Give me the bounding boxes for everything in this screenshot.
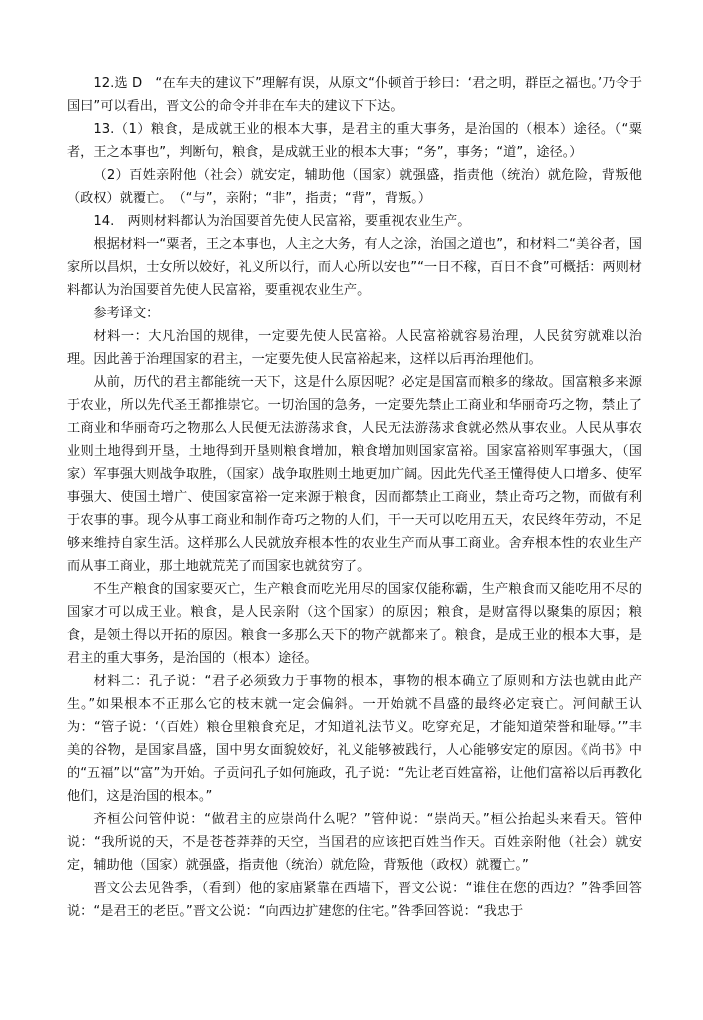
answer-14-paragraph: 14. 两则材料都认为治国要首先使人民富裕，要重视农业生产。	[93, 214, 471, 229]
translation-material-2-paragraph: 材料二：孔子说：“君子必须致力于事物的根本，事物的根本确立了原则和方法也就由此产生。”如果根本不正那么它的枝末就一定会偏斜。一开始就不昌盛的最终必定衰亡。河间献王认为：“管子说：‘（百姓）粮仓里粮食充足，才知道礼法节义。吃穿充足，才能知道荣誉和耻辱。’”丰美的谷物，是国家昌盛，国中男女面貌姣好，礼义能够被践行，人心能够安定的原因。《尚书》中的“五福”以“富”为开始。子贡问孔子如何施政，孔子说：“先让老百姓富裕，让他们富裕以后再教化他们，这是治国的根本。”	[67, 674, 642, 804]
translation-grain-paragraph: 不生产粮食的国家要灭亡，生产粮食而吃光用尽的国家仅能称霸，生产粮食而又能吃用不尽的国家才可以成王业。粮食，是人民亲附（这个国家）的原因；粮食，是财富得以聚集的原因；粮食，是领土得以开拓的原因。粮食一多那么天下的物产就都来了。粮食，是成王业的根本大事，是君主的重大事务，是治国的（根本）途径。	[67, 582, 642, 666]
translation-jin-wengong-paragraph: 晋文公去见咎季，（看到）他的家庙紧靠在西墙下，晋文公说：“谁住在您的西边？”咎季回答说：“是君王的老臣。”晋文公说：“向西边扩建您的住宅。”咎季回答说：“我忠于	[67, 881, 642, 919]
translation-material-1-paragraph: 材料一：大凡治国的规律，一定要先使人民富裕。人民富裕就容易治理，人民贫穷就难以治理。因此善于治理国家的君主，一定要先使人民富裕起来，这样以后再治理他们。	[67, 329, 642, 367]
answer-13-1-paragraph: 13.（1）粮食，是成就王业的根本大事，是君主的重大事务，是治国的（根本）途径。（“粟者，王之本事也”，判断句，粮食，是成就王业的根本大事；“务”，事务；“道”，途径。）	[67, 122, 642, 160]
answer-13-2-paragraph: （2）百姓亲附他（社会）就安定，辅助他（国家）就强盛，指责他（统治）就危险，背叛他（政权）就覆亡。 （“与”，亲附；“非”，指责；“背”，背叛。）	[67, 168, 642, 206]
translation-history-paragraph: 从前，历代的君主都能统一天下，这是什么原因呢？必定是国富而粮多的缘故。国富粮多来源于农业，所以先代圣王都推崇它。一切治国的急务，一定要先禁止工商业和华丽奇巧之物，禁止了工商业和华丽奇巧之物那么人民便无法游荡求食，人民无法游荡求食就必然从事农业。人民从事农业则土地得到开垦，土地得到开垦则粮食增加，粮食增加则国家富裕。国家富裕则军事强大，（国家）军事强大则战争取胜，（国家）战争取胜则土地更加广阔。因此先代圣王懂得使人口增多、使军事强大、使国土增广、使国家富裕一定来源于粮食，因而都禁止工商业，禁止奇巧之物，而做有利于农事的事。现今从事工商业和制作奇巧之物的人们，干一天可以吃用五天，农民终年劳动，不足够来维持自家生活。这样那么人民就放弃根本性的农业生产而从事工商业。舍弃根本性的农业生产而从事工商业，那土地就荒芜了而国家也就贫穷了。	[67, 375, 642, 574]
answer-14-explanation-paragraph: 根据材料一“粟者，王之本事也，人主之大务，有人之涂，治国之道也”，和材料二“美谷者，国家所以昌炽，士女所以姣好，礼义所以行，而人心所以安也”“一日不稼，百日不食”可概括：两则材料都认为治国要首先使人民富裕，要重视农业生产。	[67, 237, 642, 298]
translation-heading: 参考译文：	[93, 306, 160, 321]
document-page	[67, 72, 642, 923]
translation-guan-zhong-paragraph: 齐桓公问管仲说：“做君主的应崇尚什么呢？”管仲说：“崇尚天。”桓公抬起头来看天。管仲说：“我所说的天，不是苍苍莽莽的天空，当国君的应该把百姓当作天。百姓亲附他（社会）就安定，辅助他（国家）就强盛，指责他（统治）就危险，背叛他（政权）就覆亡。”	[67, 812, 642, 873]
answer-12-paragraph: 12.选 D “在车夫的建议下”理解有误，从原文“仆顿首于轸曰：‘君之明，群臣之福也。’乃令于国曰”可以看出，晋文公的命令并非在车夫的建议下下达。	[67, 76, 642, 114]
